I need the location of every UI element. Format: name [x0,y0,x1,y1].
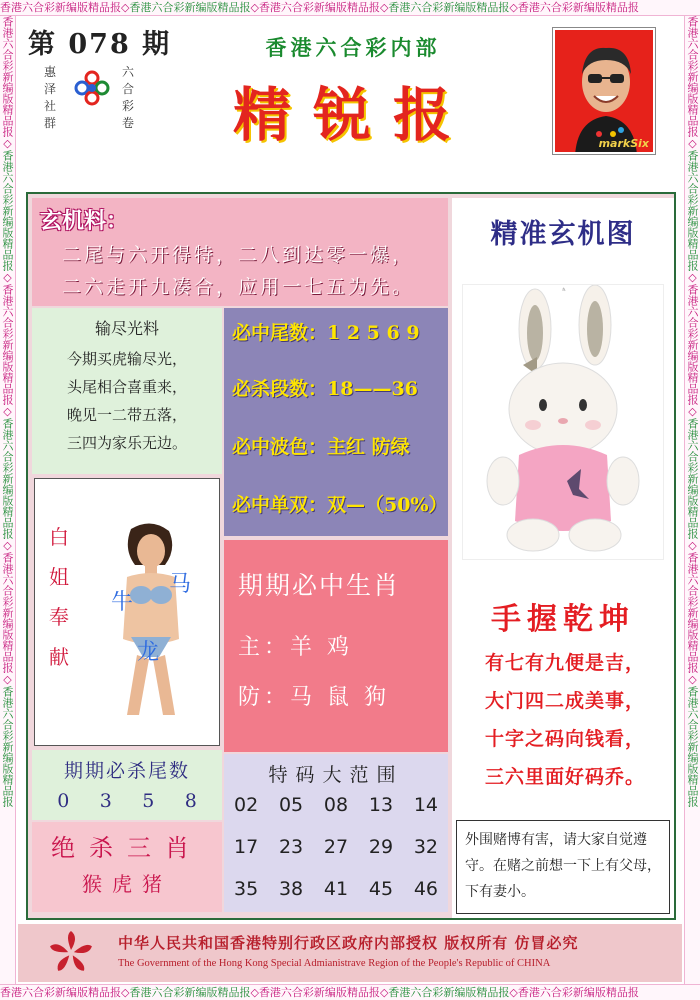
code-cell: 17 [234,836,259,858]
code-cell: 14 [413,794,438,816]
page-footer [18,924,682,982]
kill-tail-digits [32,790,222,812]
border-ticker-left: 香港六合彩新编版精品报◇香港六合彩新编版精品报◇香港六合彩新编版精品报◇香港六合彩新编版精品报◇香港六合彩新编版精品报◇香港六合彩新编版精品报 [0,16,16,984]
overlay-char-ox: 牛 [111,590,134,615]
code-cell: 45 [368,878,394,900]
code-cell: 35 [234,878,259,900]
must-tail-line: 必中尾数：1 2 5 6 9 [232,322,420,344]
page-subtitle: 香港六合彩内部 [265,35,441,60]
portrait-figure-icon [555,30,655,154]
bunny-image [462,284,664,560]
right-column [452,198,674,918]
photo-box [34,478,220,746]
bauhinia-emblem-icon [46,928,96,978]
kill-three-title: 绝杀三肖 [51,834,203,862]
portrait-image [553,28,655,154]
codes-row [234,836,438,858]
special-codes-box [224,754,448,912]
code-cell: 27 [323,836,349,858]
qiankun-line: 大门四二成美事， [484,690,645,712]
poem-line: 三四为家乐无边。 [66,434,187,452]
photo-caption-char: 白 [49,525,69,549]
border-ticker-right: 香港六合彩新编版精品报◇香港六合彩新编版精品报◇香港六合彩新编版精品报◇香港六合彩新编版精品报◇香港六合彩新编版精品报◇香港六合彩新编版精品报 [684,16,700,984]
zodiac-title: 期期必中生肖 [238,571,401,600]
footer-english: The Government of the Hong Kong Special Admianistrave Region of the People's Republic of CHINA [118,958,551,969]
kill-tail-box [32,750,222,820]
kill-digit: 5 [142,790,155,812]
qiankun-line: 三六里面好码乔。 [484,766,645,788]
page-header [18,18,682,188]
issue-number: 第 078 期 [28,29,172,60]
qiankun-line: 有七有九便是吉， [484,652,645,674]
kill-digit: 3 [99,790,112,812]
xuanji-title: 玄机料： [40,208,129,234]
xuanji-box [32,198,448,306]
kill-tail-title: 期期必杀尾数 [63,760,190,782]
xuanji-line: 二六走开九凑合，应用一七五为先。 [62,276,415,298]
overlay-char-dragon: 龙 [137,640,160,665]
poem-line: 头尾相合喜重来， [66,378,187,396]
codes-row [234,794,438,816]
xuanji-line: 二尾与六开得特，二八到达零一爆， [62,244,415,266]
kill-digit: 0 [57,790,70,812]
bunny-toy-icon [463,285,663,559]
zodiac-guard: 防：马 鼠 狗 [238,685,390,710]
code-cell: 23 [278,836,304,858]
model-figure-icon [91,519,211,719]
codes-row [234,878,438,900]
poem-title: 输尽光料 [94,319,159,338]
border-ticker-top: 香港六合彩新编版精品报◇香港六合彩新编版精品报◇香港六合彩新编版精品报◇香港六合彩新编版精品报◇香港六合彩新编版精品报 [0,0,700,16]
main-panel [26,192,676,920]
code-cell: 13 [368,794,394,816]
code-cell: 46 [413,878,438,900]
code-cell: 38 [278,878,304,900]
zodiac-main: 主：羊 鸡 [238,635,353,660]
kill-three-names: 猴虎猪 [82,872,172,896]
code-cell: 41 [323,878,349,900]
must-kill-segment-line: 必杀段数：18——36 [232,378,418,400]
poem-line: 今期买虎输尽光， [66,350,187,368]
code-cell: 08 [323,794,349,816]
right-title: 精准玄机图 [490,219,636,250]
must-wave-color-line: 必中波色：主红 防绿 [232,436,410,458]
kill-three-box [32,822,222,912]
must-hit-box [224,308,448,536]
codes-title: 特码大范围 [268,764,404,786]
qiankun-title: 手握乾坤 [491,602,635,637]
code-cell: 02 [234,794,259,816]
zodiac-box [224,540,448,752]
portrait-watermark: markSix [598,137,649,150]
photo-caption-char: 献 [49,645,69,669]
qiankun-line: 十字之码向钱看， [484,728,645,750]
org-name-left: 惠泽社群 [44,65,57,130]
code-cell: 05 [278,794,304,816]
gambling-warning: 外围赌博有害，请大家自觉遵守。在赌之前想一下上有父母，下有妻小。 [456,820,670,914]
org-logo-icon [74,70,110,106]
poem-line: 晚见一二带五落， [66,406,187,424]
kill-digit: 8 [184,790,197,812]
photo-caption-char: 奉 [49,605,69,629]
code-cell: 29 [368,836,394,858]
poem-box [32,308,222,474]
border-ticker-bottom: 香港六合彩新编版精品报◇香港六合彩新编版精品报◇香港六合彩新编版精品报◇香港六合彩新编版精品报◇香港六合彩新编版精品报 [0,984,700,1000]
footer-authorization: 中华人民共和国香港特别行政区政府内部授权 版权所有 仿冒必究 [118,934,579,952]
org-name-right: 六合彩卷 [122,65,135,130]
page-title: 精锐报 [232,81,473,149]
must-odd-even-line: 必中单双：双—（50%） [232,494,448,516]
photo-caption-char: 姐 [49,565,69,589]
code-cell: 32 [413,836,438,858]
overlay-char-horse: 马 [169,572,192,597]
